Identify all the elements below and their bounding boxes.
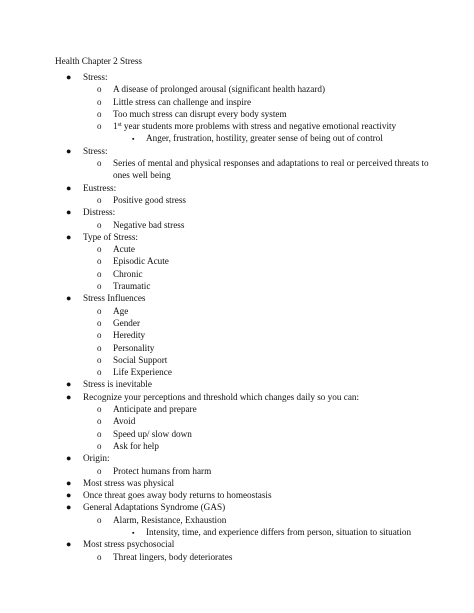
outline-item-level-2 <box>0 366 474 378</box>
bullet-icon: ● <box>66 207 72 218</box>
circle-bullet-icon: o <box>97 219 102 230</box>
notes-outline <box>0 71 474 563</box>
circle-bullet-icon: o <box>97 84 102 95</box>
outline-item-level-2 <box>0 280 474 292</box>
item-text: Stress: <box>83 145 108 156</box>
bullet-icon: ● <box>66 453 72 464</box>
item-text: Positive good stress <box>113 194 186 205</box>
bullet-icon: ● <box>66 231 72 242</box>
circle-bullet-icon: o <box>97 244 102 255</box>
bullet-icon: ● <box>66 182 72 193</box>
circle-bullet-icon: o <box>97 416 102 427</box>
item-text: Series of mental and physical responses and adaptations to real or perceived threats to ones well being <box>113 158 429 181</box>
circle-bullet-icon: o <box>97 440 102 451</box>
outline-item-level-2 <box>0 120 474 132</box>
square-bullet-icon: ▪ <box>132 528 135 537</box>
item-text: Age <box>113 305 129 316</box>
outline-item-level-1 <box>0 489 474 501</box>
circle-bullet-icon: o <box>97 404 102 415</box>
circle-bullet-icon: o <box>97 256 102 267</box>
item-text: Negative bad stress <box>113 219 185 230</box>
item-text: Traumatic <box>113 281 151 292</box>
outline-item-level-1 <box>0 145 474 157</box>
item-text: Stress: <box>83 72 108 82</box>
outline-item-level-1 <box>0 206 474 218</box>
outline-item-level-1 <box>0 452 474 464</box>
item-text: Social Support <box>113 354 168 365</box>
item-text: Life Experience <box>113 367 172 378</box>
circle-bullet-icon: o <box>97 281 102 292</box>
outline-item-level-2 <box>0 108 474 120</box>
outline-item-level-2 <box>0 415 474 427</box>
outline-item-level-1 <box>0 538 474 550</box>
item-text: Most stress psychosocial <box>83 539 175 550</box>
item-text: Heredity <box>113 330 146 341</box>
outline-item-level-3 <box>0 526 474 538</box>
outline-item-level-2 <box>0 96 474 108</box>
outline-item-level-1 <box>0 292 474 304</box>
outline-item-level-1 <box>0 501 474 513</box>
item-text: Too much stress can disrupt every body system <box>113 108 287 119</box>
item-text: Distress: <box>83 207 116 218</box>
bullet-icon: ● <box>66 539 72 550</box>
item-text: Episodic Acute <box>113 256 169 267</box>
item-text: Eustress: <box>83 182 117 193</box>
item-superscript: st <box>117 122 122 129</box>
circle-bullet-icon: o <box>97 551 102 562</box>
item-text: Acute <box>113 244 135 255</box>
outline-item-level-2 <box>0 329 474 341</box>
circle-bullet-icon: o <box>97 428 102 439</box>
outline-item-level-2 <box>0 354 474 366</box>
item-text: Origin: <box>83 453 110 464</box>
item-text: General Adaptations Syndrome (GAS) <box>83 502 226 513</box>
item-text: Stress Influences <box>83 293 146 304</box>
bullet-icon: ● <box>66 379 72 390</box>
circle-bullet-icon: o <box>97 194 102 205</box>
outline-item-level-2 <box>0 440 474 452</box>
bullet-icon: ● <box>66 391 72 402</box>
item-text: Gender <box>113 317 141 328</box>
outline-item-level-2 <box>0 219 474 231</box>
bullet-icon: ● <box>66 72 72 82</box>
circle-bullet-icon: o <box>97 342 102 353</box>
outline-item-level-2 <box>0 317 474 329</box>
circle-bullet-icon: o <box>97 305 102 316</box>
circle-bullet-icon: o <box>97 330 102 341</box>
item-text: Chronic <box>113 268 143 279</box>
circle-bullet-icon: o <box>97 317 102 328</box>
bullet-icon: ● <box>66 477 72 488</box>
item-text: Protect humans from harm <box>113 465 212 476</box>
item-text: Stress is inevitable <box>83 379 152 390</box>
outline-item-level-2 <box>0 268 474 280</box>
item-prefix: 1 <box>113 121 118 132</box>
item-text: Intensity, time, and experience differs from person, situation to situation <box>146 526 412 537</box>
outline-item-level-2 <box>0 465 474 477</box>
item-text: Once threat goes away body returns to homeostasis <box>83 490 272 501</box>
circle-bullet-icon: o <box>97 465 102 476</box>
item-text: Alarm, Resistance, Exhaustion <box>113 514 227 525</box>
outline-item-level-2 <box>0 514 474 526</box>
circle-bullet-icon: o <box>97 367 102 378</box>
item-text: Recognize your perceptions and threshold which changes daily so you can: <box>83 391 360 402</box>
outline-item-level-2 <box>0 305 474 317</box>
item-text: Personality <box>113 342 155 353</box>
outline-item-level-1 <box>0 391 474 403</box>
item-text: Anticipate and prepare <box>113 404 197 415</box>
item-text: Threat lingers, body deteriorates <box>113 551 233 562</box>
circle-bullet-icon: o <box>97 96 102 107</box>
circle-bullet-icon: o <box>97 158 102 169</box>
item-text: Ask for help <box>113 440 159 451</box>
outline-item-level-2 <box>0 403 474 415</box>
item-text: A disease of prolonged arousal (significant health hazard) <box>113 84 326 95</box>
outline-item-level-2 <box>0 342 474 354</box>
circle-bullet-icon: o <box>97 121 102 132</box>
outline-item-level-1 <box>0 231 474 243</box>
outline-item-level-2 <box>0 83 474 95</box>
outline-item-level-2 <box>0 428 474 440</box>
circle-bullet-icon: o <box>97 108 102 119</box>
outline-item-level-1 <box>0 71 474 83</box>
item-text: Most stress was physical <box>83 477 175 488</box>
document-title: Health Chapter 2 Stress <box>55 56 143 66</box>
square-bullet-icon: ▪ <box>132 135 135 144</box>
circle-bullet-icon: o <box>97 268 102 279</box>
bullet-icon: ● <box>66 293 72 304</box>
bullet-icon: ● <box>66 145 72 156</box>
circle-bullet-icon: o <box>97 354 102 365</box>
item-text: Little stress can challenge and inspire <box>113 96 252 107</box>
item-text: Type of Stress: <box>83 231 138 242</box>
outline-item-level-3 <box>0 132 474 144</box>
item-text: Speed up/ slow down <box>113 428 192 439</box>
bullet-icon: ● <box>66 502 72 513</box>
item-text: Anger, frustration, hostility, greater sense of being out of control <box>146 133 383 144</box>
outline-item-level-1 <box>0 477 474 489</box>
outline-item-level-2 <box>0 157 443 182</box>
bullet-icon: ● <box>66 490 72 501</box>
outline-item-level-1 <box>0 378 474 390</box>
item-text: year students more problems with stress and negative emotional reactivity <box>121 121 397 132</box>
item-text: Avoid <box>113 416 136 427</box>
outline-item-level-2 <box>0 194 474 206</box>
outline-item-level-2 <box>0 243 474 255</box>
outline-item-level-2 <box>0 255 474 267</box>
outline-item-level-2 <box>0 551 474 563</box>
outline-item-level-1 <box>0 182 474 194</box>
circle-bullet-icon: o <box>97 514 102 525</box>
